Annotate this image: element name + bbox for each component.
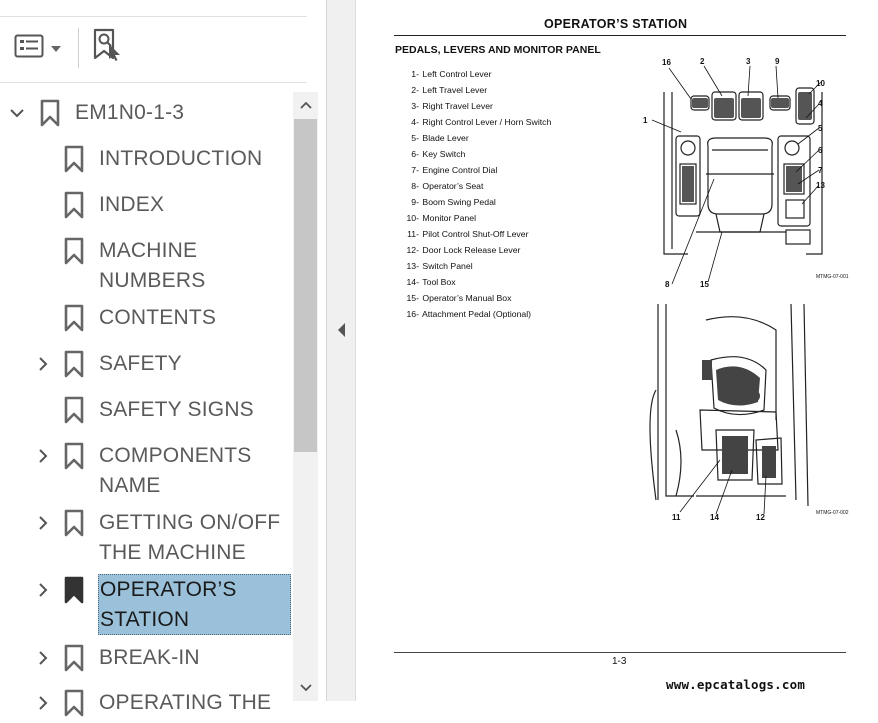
bookmark-label: OPERATING THE [99, 691, 272, 714]
bookmark-icon [64, 689, 84, 723]
callout-6: 6 [818, 146, 823, 155]
bookmark-item-contents[interactable] [0, 303, 292, 333]
callout-15: 15 [700, 280, 709, 289]
panel-top-divider [0, 16, 307, 17]
find-current-bookmark-icon [92, 28, 124, 69]
scroll-up-button[interactable] [293, 92, 318, 118]
bookmark-icon [64, 644, 84, 678]
bookmarks-scrollbar[interactable] [293, 92, 318, 701]
bookmark-icon [64, 304, 84, 338]
bookmark-item-getting-on-off[interactable] [0, 508, 292, 568]
callout-3: 3 [746, 57, 751, 66]
operator-station-door-view [636, 300, 850, 526]
legend-item: 5- Blade Lever [411, 133, 469, 143]
bookmark-icon [64, 237, 84, 271]
find-current-bookmark-button[interactable] [92, 32, 128, 64]
bookmark-item-safety[interactable] [0, 349, 292, 379]
legend-item: 11- Pilot Control Shut-Off Lever [407, 229, 529, 239]
bookmark-options-icon [14, 34, 44, 63]
scroll-down-button[interactable] [293, 675, 318, 701]
callout-12: 12 [756, 513, 765, 522]
callout-16: 16 [662, 58, 671, 67]
bookmark-item-machine-numbers[interactable] [0, 236, 292, 296]
legend-item: 2- Left Travel Lever [411, 85, 488, 95]
legend-item: 13- Switch Panel [406, 261, 473, 271]
bookmark-icon [64, 442, 84, 476]
bookmark-item-operators-station[interactable] [0, 574, 292, 635]
footer-rule [394, 652, 846, 653]
legend-item: 3- Right Travel Lever [411, 101, 493, 111]
bookmark-options-button[interactable] [14, 32, 68, 64]
callout-9: 9 [775, 57, 780, 66]
bookmark-label: CONTENTS [99, 306, 217, 329]
chevron-right-icon[interactable] [34, 649, 52, 673]
chevron-down-icon [51, 39, 61, 57]
bookmark-label: INTRODUCTION [99, 147, 263, 170]
bookmark-icon [64, 396, 84, 430]
bookmark-label: GETTING ON/OFF THE MACHINE [99, 511, 281, 564]
parts-legend [400, 66, 551, 322]
bookmark-item-break-in[interactable] [0, 643, 292, 673]
bookmark-label: BREAK-IN [99, 646, 200, 669]
page-header-title: OPERATOR’S STATION [544, 17, 688, 31]
callout-4: 4 [818, 99, 823, 108]
bookmark-label: MACHINE NUMBERS [99, 239, 206, 292]
bookmarks-panel [0, 0, 327, 714]
callout-5: 5 [818, 124, 823, 133]
bookmark-icon [64, 145, 84, 179]
bookmark-root[interactable] [0, 98, 292, 128]
chevron-right-icon[interactable] [34, 694, 52, 718]
legend-item: 10- Monitor Panel [406, 213, 477, 223]
figure2-code: MTMG-07-002 [816, 510, 849, 516]
callout-8: 8 [665, 280, 670, 289]
callout-11: 11 [672, 513, 681, 522]
legend-item: 12- Door Lock Release Lever [406, 245, 521, 255]
legend-item: 6- Key Switch [411, 149, 466, 159]
callout-13: 13 [816, 181, 825, 190]
legend-item: 16- Attachment Pedal (Optional) [406, 309, 532, 319]
legend-item: 4- Right Control Lever / Horn Switch [411, 117, 552, 127]
chevron-down-icon [300, 679, 312, 697]
toolbar-separator [78, 28, 79, 68]
legend-item: 8- Operator’s Seat [411, 181, 484, 191]
document-page [356, 0, 878, 701]
panel-collapse-strip [327, 0, 356, 701]
legend-item: 1- Left Control Lever [411, 69, 492, 79]
bookmark-label: SAFETY [99, 352, 182, 375]
toolbar-bottom-divider [0, 82, 307, 83]
callout-2: 2 [700, 57, 705, 66]
bookmark-item-introduction[interactable] [0, 144, 292, 174]
section-title: PEDALS, LEVERS AND MONITOR PANEL [395, 44, 601, 56]
bookmark-label: SAFETY SIGNS [99, 398, 254, 421]
operator-station-top-view [636, 54, 850, 292]
bookmark-item-components-name[interactable] [0, 441, 292, 501]
bookmark-icon [64, 191, 84, 225]
bookmark-label: INDEX [99, 193, 165, 216]
bookmark-icon [64, 350, 84, 384]
legend-item: 7- Engine Control Dial [411, 165, 498, 175]
figure1-code: MTMG-07-001 [816, 274, 849, 280]
callout-7: 7 [818, 166, 823, 175]
bookmark-label: OPERATOR’S STATION [98, 574, 291, 635]
legend-item: 15- Operator’s Manual Box [406, 293, 512, 303]
chevron-up-icon [300, 96, 312, 114]
callout-14: 14 [710, 513, 719, 522]
bookmark-item-operating[interactable] [0, 688, 292, 718]
header-rule [394, 35, 846, 36]
callout-10: 10 [816, 79, 825, 88]
bookmark-icon [64, 509, 84, 543]
collapse-panel-button[interactable] [335, 320, 349, 340]
bookmark-item-index[interactable] [0, 190, 292, 220]
legend-item: 14- Tool Box [406, 277, 456, 287]
bookmark-icon [64, 576, 84, 610]
scroll-thumb[interactable] [294, 119, 317, 452]
callout-1: 1 [643, 116, 648, 125]
chevron-right-icon[interactable] [34, 447, 52, 471]
chevron-right-icon[interactable] [34, 355, 52, 379]
chevron-right-icon[interactable] [34, 581, 52, 605]
bookmark-icon [40, 99, 60, 133]
chevron-right-icon[interactable] [34, 514, 52, 538]
legend-item: 9- Boom Swing Pedal [411, 197, 496, 207]
chevron-down-icon[interactable] [8, 104, 26, 128]
bookmark-item-safety-signs[interactable] [0, 395, 292, 425]
bookmark-label: COMPONENTS NAME [99, 444, 252, 497]
page-number: 1-3 [612, 656, 627, 667]
triangle-left-icon [335, 327, 349, 344]
watermark-url: www.epcatalogs.com [666, 677, 806, 692]
bookmark-root-label: EM1N0-1-3 [75, 101, 185, 124]
